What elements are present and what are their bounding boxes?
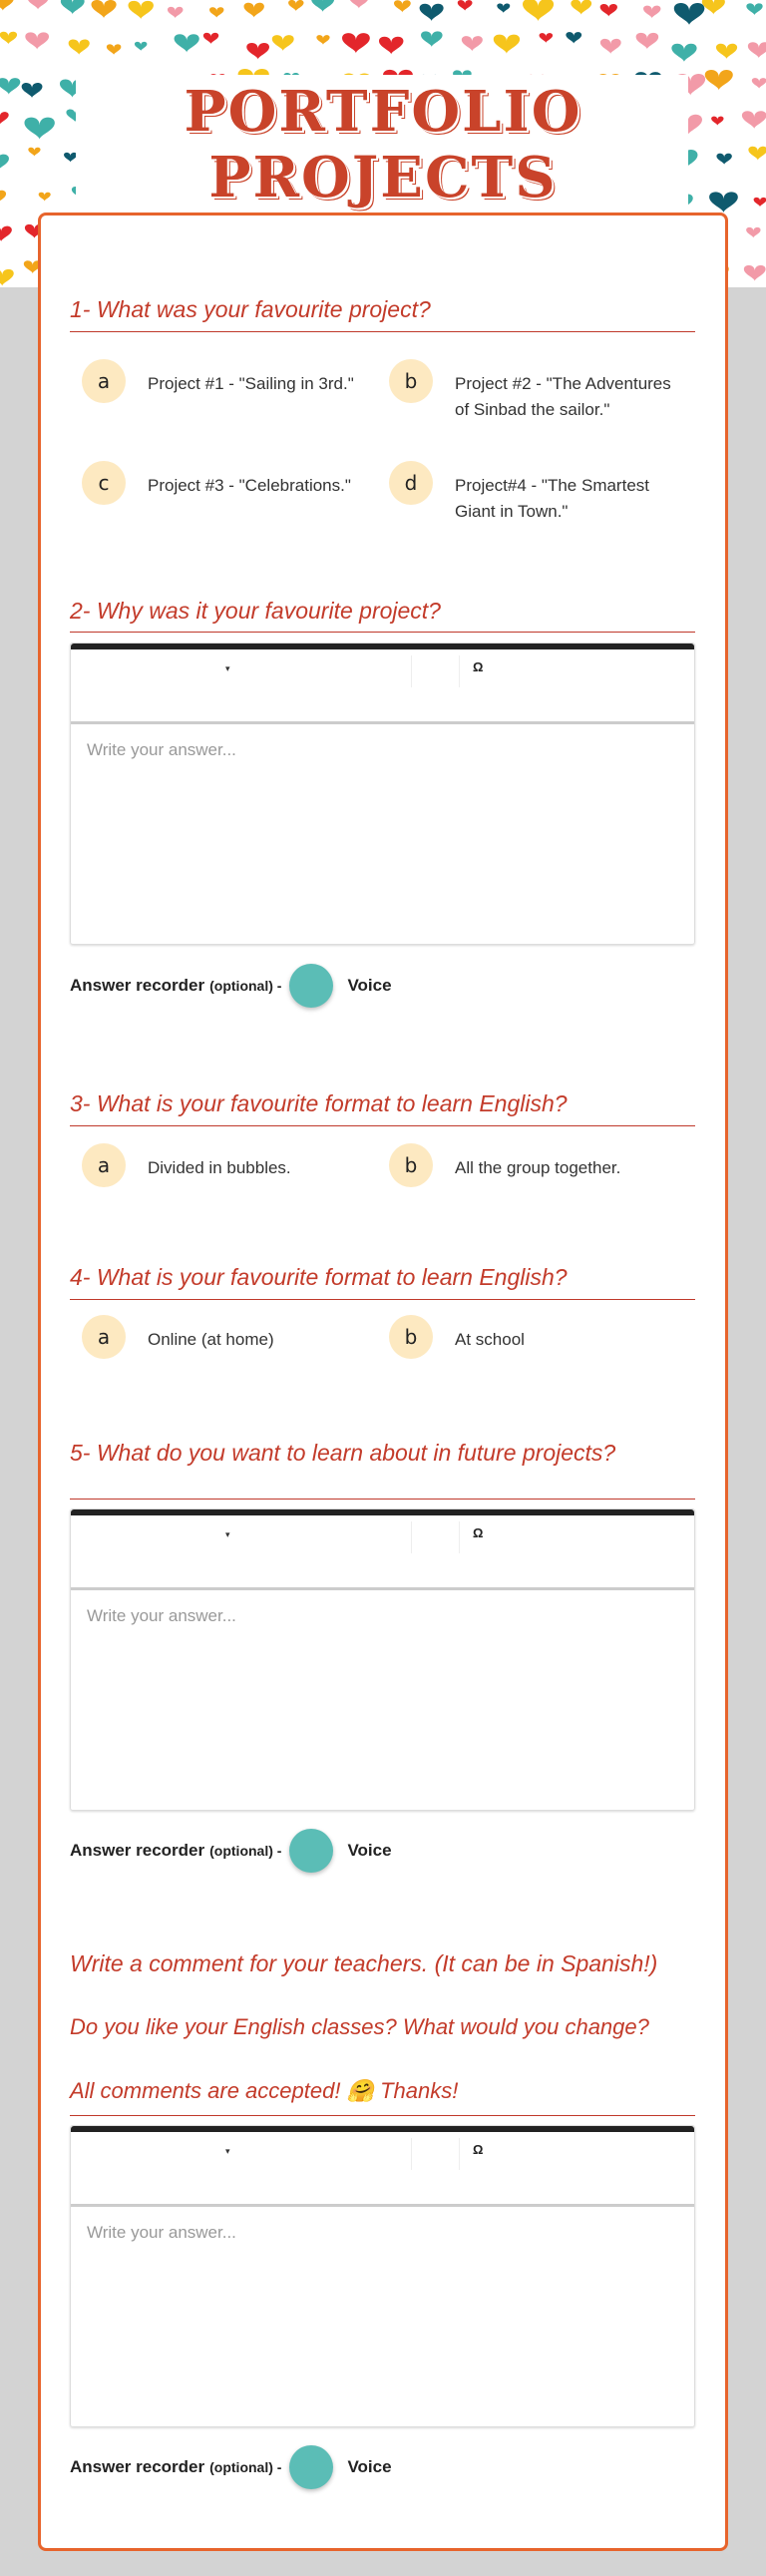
answer-input[interactable]: Write your answer... [87,740,236,759]
heart-icon [600,4,617,17]
heart-icon [671,44,696,62]
answer-recorder [70,964,392,1008]
option-b[interactable] [389,371,688,423]
option-a[interactable] [82,371,381,403]
heart-icon [135,42,147,51]
voice-record-button[interactable] [289,964,333,1008]
voice-record-button[interactable] [289,1829,333,1873]
option-text: Online (at home) [148,1330,274,1349]
heart-icon [458,0,473,11]
option-text: Project #2 - "The Adventures of Sinbad the sailor." [455,374,671,419]
heart-icon [244,3,264,18]
heart-icon [462,36,483,51]
answer-recorder [70,2445,392,2489]
heart-icon [674,3,705,25]
option-text: Project #3 - "Celebrations." [148,476,351,495]
heart-icon [128,1,153,20]
dropdown-caret-icon[interactable]: ▾ [225,2146,230,2156]
recorder-optional: (optional) - [209,978,282,994]
heart-icon [571,0,591,15]
option-text: Project #1 - "Sailing in 3rd." [148,374,354,393]
heart-icon [494,35,520,54]
voice-label: Voice [347,2457,392,2476]
recorder-label: Answer recorder [70,2457,205,2476]
heart-icon [746,227,760,237]
option-text: At school [455,1330,525,1349]
heart-icon [311,0,334,12]
heart-icon [203,33,218,44]
heart-icon [421,31,443,47]
heart-icon [0,0,14,11]
heart-icon [420,4,444,22]
heart-icon [702,0,725,15]
recorder-optional: (optional) - [209,2459,282,2475]
option-b[interactable] [389,1155,688,1187]
editor-toolbar [71,1515,694,1590]
heart-icon [748,42,766,58]
comment-note: All comments are accepted! 🤗 Thanks! [70,2078,459,2103]
option-letter: a [82,359,126,403]
heart-icon [379,37,403,55]
divider [70,2115,695,2116]
heart-icon [746,3,762,15]
option-letter: a [82,1143,126,1187]
heart-icon [175,34,199,52]
divider [70,1299,695,1300]
question-2-title: 2- Why was it your favourite project? [70,598,441,624]
voice-label: Voice [347,976,392,995]
question-3-title: 3- What is your favourite format to learn English? [70,1090,568,1116]
heart-icon [394,0,411,12]
special-character-icon[interactable]: Ω [473,1525,484,1540]
option-text: Project#4 - "The Smartest Giant in Town." [455,476,649,521]
divider [70,632,695,633]
divider [70,331,695,332]
divider [70,1125,695,1126]
editor-toolbar [71,2132,694,2207]
option-letter: b [389,1315,433,1359]
dropdown-caret-icon[interactable]: ▾ [225,1529,230,1539]
recorder-label: Answer recorder [70,1841,205,1860]
heart-icon [523,0,554,21]
heart-icon [25,32,49,49]
heart-icon [61,0,85,14]
recorder-optional: (optional) - [209,1843,282,1859]
voice-record-button[interactable] [289,2445,333,2489]
dropdown-caret-icon[interactable]: ▾ [225,663,230,673]
option-a[interactable] [82,1327,381,1359]
recorder-label: Answer recorder [70,976,205,995]
divider [70,1499,695,1500]
comment-subtitle: Do you like your English classes? What would you change? [70,2014,649,2039]
option-c[interactable] [82,473,381,505]
heart-icon [0,32,17,45]
answer-editor[interactable] [70,643,695,945]
option-letter: b [389,1143,433,1187]
option-letter: a [82,1315,126,1359]
answer-recorder [70,1829,392,1873]
page-title-line2: PROJECTS [208,145,558,211]
heart-icon [600,39,621,54]
heart-icon [497,4,510,13]
heart-icon [168,7,184,18]
heart-icon [91,0,116,18]
heart-icon [349,0,368,8]
heart-icon [540,33,554,43]
option-b[interactable] [389,1327,688,1359]
option-d[interactable] [389,473,688,525]
heart-icon [636,33,659,49]
option-a[interactable] [82,1155,381,1187]
question-5-title: 5- What do you want to learn about in future projects? [70,1440,616,1466]
heart-icon [107,44,122,55]
option-letter: d [389,461,433,505]
comment-title: Write a comment for your teachers. (It can be in Spanish!) [70,1950,658,1976]
special-character-icon[interactable]: Ω [473,659,484,674]
special-character-icon[interactable]: Ω [473,2142,484,2157]
heart-icon [288,0,303,11]
option-letter: c [82,461,126,505]
heart-icon [272,35,294,51]
answer-input[interactable]: Write your answer... [87,1606,236,1625]
heart-icon [744,265,766,281]
heart-icon [566,32,581,43]
page-title-line1: PORTFOLIO [184,79,582,145]
heart-icon [69,40,90,55]
heart-icon [716,44,737,59]
heart-icon [316,35,329,45]
editor-toolbar [71,649,694,724]
heart-icon [246,43,269,60]
answer-editor[interactable] [70,1508,695,1811]
voice-label: Voice [347,1841,392,1860]
heart-icon [0,226,12,242]
heart-icon [28,0,49,10]
heart-icon [209,7,223,18]
option-text: Divided in bubbles. [148,1158,291,1177]
question-1-title: 1- What was your favourite project? [70,296,431,322]
question-4-title: 4- What is your favourite format to learn English? [70,1264,568,1290]
heart-icon [342,33,370,53]
answer-input[interactable]: Write your answer... [87,2223,236,2242]
option-text: All the group together. [455,1158,621,1177]
heart-icon [0,269,14,286]
heart-icon [643,6,660,19]
option-letter: b [389,359,433,403]
comment-editor[interactable] [70,2125,695,2427]
